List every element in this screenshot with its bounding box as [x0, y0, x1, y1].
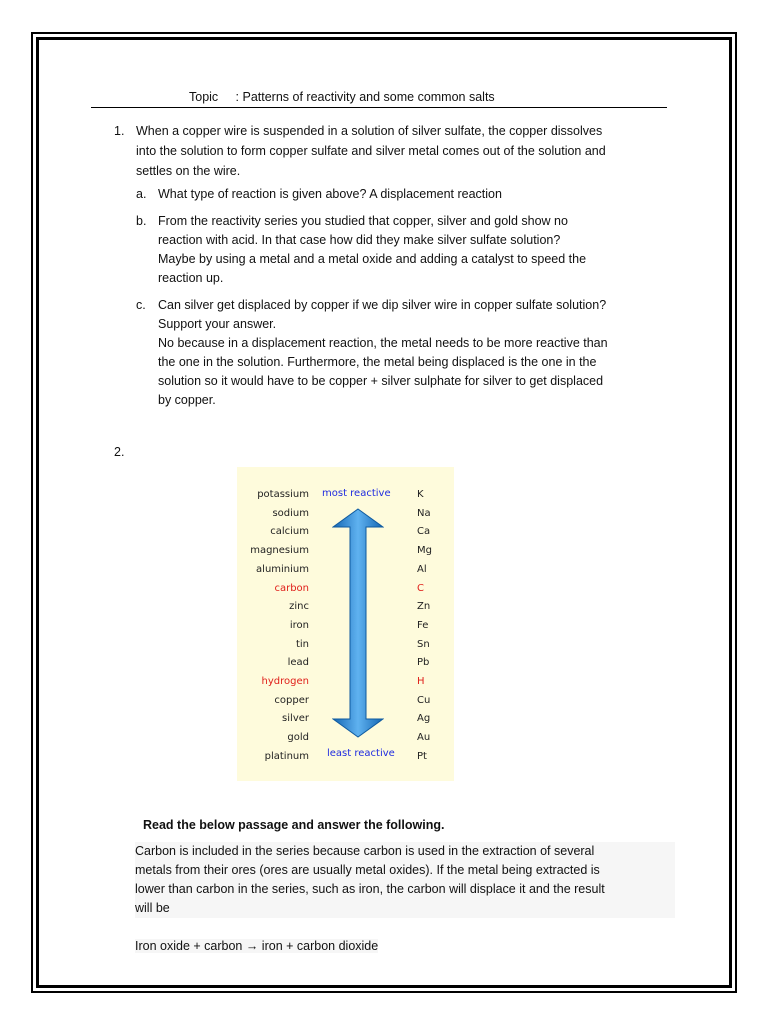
reactivity-series-figure	[237, 467, 454, 781]
topic-heading: Topic : Patterns of reactivity and some common salts	[189, 90, 495, 104]
metal-name: sodium	[272, 507, 309, 519]
metal-symbol: Au	[417, 732, 431, 744]
metal-symbol: Zn	[417, 601, 431, 613]
metal-symbol: Ca	[417, 526, 431, 538]
reactivity-arrow-icon	[332, 507, 384, 739]
metal-name: tin	[295, 638, 309, 650]
metal-name: silver	[282, 713, 309, 725]
metal-name: platinum	[264, 750, 309, 762]
passage-text	[135, 842, 675, 918]
metal-name: potassium	[257, 489, 309, 500]
question-1-line: into the solution to form copper sulfate and silver metal comes out of the solution and	[136, 144, 606, 158]
part-c-line: Can silver get displaced by copper if we dip silver wire in copper sulfate solution?	[158, 298, 607, 312]
part-c-letter: c.	[136, 298, 146, 312]
least-reactive-label: least reactive	[327, 748, 395, 759]
metal-symbol: K	[417, 489, 424, 500]
metal-symbol: Cu	[417, 694, 431, 706]
metal-name: iron	[289, 619, 309, 631]
part-b-line: reaction with acid. In that case how did they make silver sulfate solution?	[158, 233, 561, 247]
part-b-line: From the reactivity series you studied that copper, silver and gold show no	[158, 214, 568, 228]
part-c-line: Support your answer.	[158, 317, 277, 331]
metal-name: magnesium	[250, 545, 309, 557]
metal-symbol: H	[417, 676, 425, 687]
part-b-line: Maybe by using a metal and a metal oxide and adding a catalyst to speed the	[158, 252, 587, 266]
metal-name: calcium	[270, 526, 309, 538]
part-c-line: No because in a displacement reaction, the metal needs to be more reactive than	[158, 336, 608, 350]
metal-symbol: Ag	[417, 713, 431, 725]
metal-symbol: Pb	[417, 657, 430, 669]
metal-symbol: Na	[417, 507, 431, 519]
metal-name: gold	[287, 732, 309, 744]
metal-name: aluminium	[256, 563, 309, 575]
metal-symbol: Pt	[417, 750, 427, 762]
metal-symbol: Al	[417, 563, 427, 575]
passage-line: Carbon is included in the series because carbon is used in the extraction of several	[135, 844, 595, 858]
metal-symbol: Fe	[417, 619, 429, 631]
metal-name: copper	[274, 694, 309, 706]
chemical-equation: Iron oxide + carbon → iron + carbon dioxide	[135, 939, 379, 953]
part-c-line: the one in the solution. Furthermore, the metal being displaced is the one in the	[158, 355, 597, 369]
passage-line: metals from their ores (ores are usually metal oxides). If the metal being extracted is	[135, 863, 600, 877]
part-a-line: What type of reaction is given above? A displacement reaction	[158, 187, 502, 201]
heading-divider	[91, 107, 667, 108]
passage-line: lower than carbon in the series, such as iron, the carbon will displace it and the result	[135, 882, 605, 896]
question-1-line: When a copper wire is suspended in a solution of silver sulfate, the copper dissolves	[136, 124, 603, 138]
metal-name: lead	[287, 657, 309, 669]
part-b-line: reaction up.	[158, 271, 224, 285]
metal-name: hydrogen	[261, 676, 309, 687]
part-a-letter: a.	[136, 187, 147, 201]
question-1-line: settles on the wire.	[136, 164, 241, 178]
metal-name: zinc	[289, 601, 309, 613]
part-c-line: by copper.	[158, 393, 216, 407]
metal-symbol: Sn	[417, 638, 430, 650]
part-c-line: solution so it would have to be copper + silver sulphate for silver to get displaced	[158, 374, 604, 388]
metal-symbol: Mg	[417, 545, 432, 557]
metal-name: carbon	[274, 582, 309, 594]
most-reactive-label: most reactive	[322, 488, 391, 499]
metal-symbol: C	[417, 582, 424, 594]
part-b-letter: b.	[136, 214, 147, 228]
passage-line: will be	[135, 901, 170, 915]
question-2-number: 2.	[114, 445, 125, 459]
passage-heading: Read the below passage and answer the following.	[143, 818, 445, 832]
question-1-number: 1.	[114, 124, 125, 138]
